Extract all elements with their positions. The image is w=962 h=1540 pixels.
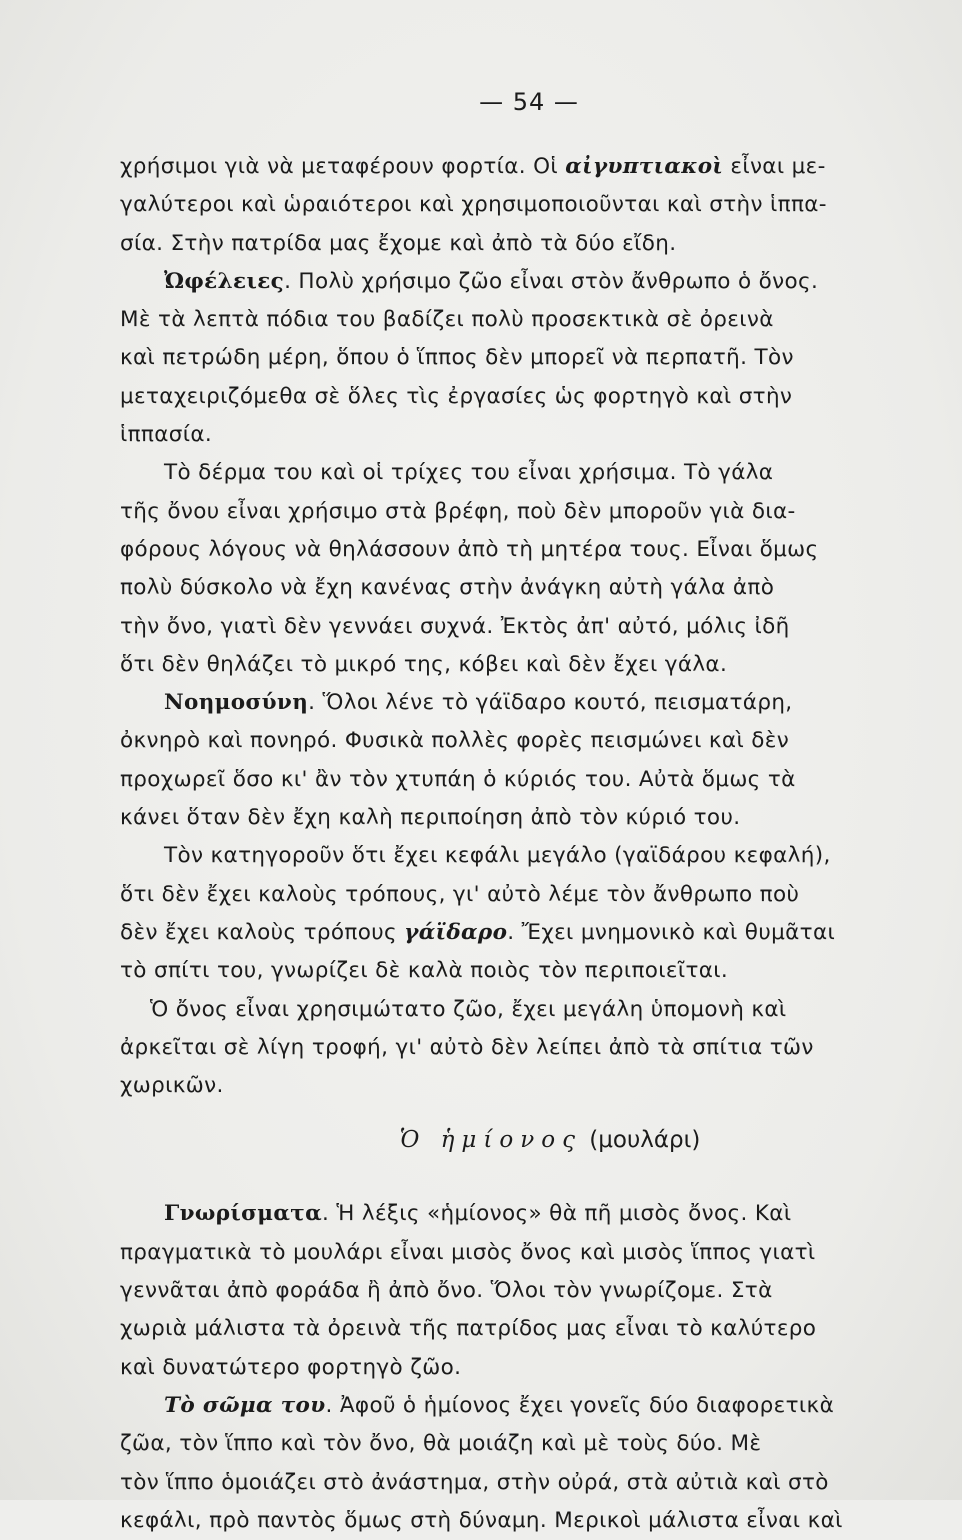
text-line (120, 263, 950, 301)
text-line: ὀκνηρὸ καὶ πονηρό. Φυσικὰ πολλὲς φορὲς πεισμώνει καὶ δὲν (120, 728, 790, 754)
text-line: τῆς ὄνου εἶναι χρήσιμο στὰ βρέφη, ποὺ δὲν μποροῦν γιὰ δια- (120, 498, 796, 524)
text-run: χρήσιμοι γιὰ νὰ μεταφέρουν φορτία. Οἱ (120, 154, 566, 179)
emphasized-word: αἰγυπτιακοὶ (565, 154, 724, 179)
text-line (120, 684, 950, 722)
text-line: ἀρκεῖται σὲ λίγη τροφή, γι' αὐτὸ δὲν λείπει ἀπὸ τὰ σπίτια τῶν (120, 1034, 814, 1060)
text-run: δὲν ἔχει καλοὺς τρόπους (120, 919, 405, 945)
paragraph-heading: Ὠφέλειες (164, 268, 285, 294)
section-title-paren: (μουλάρι) (581, 1127, 701, 1154)
text-run: . Ἡ λέξις «ἡμίονος» θὰ πῆ μισὸς ὄνος. Καὶ (322, 1201, 792, 1227)
text-line: ὅτι δὲν θηλάζει τὸ μικρό της, κόβει καὶ δὲν ἔχει γάλα. (120, 651, 728, 677)
text-line: πολὺ δύσκολο νὰ ἔχη κανένας στὴν ἀνάγκη αὐτὴ γάλα ἀπὸ (120, 575, 775, 601)
text-line: Τὸν κατηγοροῦν ὅτι ἔχει κεφάλι μεγάλο (γαϊδάρου κεφαλή), (164, 843, 831, 869)
text-run: . Ἔχει μνημονικὸ καὶ θυμᾶται (507, 919, 836, 945)
emphasized-word: γάϊδαρο (404, 919, 508, 945)
text-line (120, 914, 950, 952)
paragraph-heading: Τὸ σῶμα του (164, 1392, 326, 1418)
text-body (120, 148, 950, 1540)
text-line (120, 148, 950, 186)
text-line: Μὲ τὰ λεπτὰ πόδια του βαδίζει πολὺ προσεκτικὰ σὲ ὀρεινὰ (120, 307, 774, 333)
text-run: εἶναι με- (723, 154, 826, 179)
page-number: — 54 — (479, 88, 579, 116)
text-line: φόρους λόγους νὰ θηλάσσουν ἀπὸ τὴ μητέρα τους. Εἶναι ὅμως (120, 536, 819, 562)
text-line: καὶ πετρώδη μέρη, ὅπου ὁ ἵππος δὲν μπορεῖ νὰ περπατῆ. Τὸν (120, 345, 794, 371)
text-line: ὅτι δὲν ἔχει καλοὺς τρόπους, γι' αὐτὸ λέμε τὸν ἄνθρωπο ποὺ (120, 881, 800, 907)
paragraph-heading: Νοημοσύνη (164, 690, 309, 716)
text-line: γεννᾶται ἀπὸ φοράδα ἢ ἀπὸ ὄνο. Ὅλοι τὸν γνωρίζομε. Στὰ (120, 1278, 773, 1304)
text-line: τὸ σπίτι του, γνωρίζει δὲ καλὰ ποιὸς τὸν περιποιεῖται. (120, 958, 729, 984)
text-line: χωρικῶν. (120, 1073, 224, 1099)
text-line: κεφάλι, πρὸ παντὸς ὅμως στὴ δύναμη. Μερικοὶ μάλιστα εἶναι καὶ (120, 1507, 843, 1533)
text-run: . Πολὺ χρήσιμο ζῶο εἶναι στὸν ἄνθρωπο ὁ ὄνος. (284, 268, 819, 294)
spacer (120, 1175, 950, 1195)
text-line: ζῶα, τὸν ἵππο καὶ τὸν ὄνο, θὰ μοιάζη καὶ μὲ τοὺς δύο. Μὲ (120, 1431, 762, 1457)
section-title (120, 1105, 950, 1175)
text-line: προχωρεῖ ὅσο κι' ἂν τὸν χτυπάη ὁ κύριός του. Αὐτὰ ὅμως τὰ (120, 766, 796, 792)
text-line: σία. Στὴν πατρίδα μας ἔχομε καὶ ἀπὸ τὰ δύο εἴδη. (120, 230, 677, 256)
text-line: γαλύτεροι καὶ ὡραιότεροι καὶ χρησιμοποιοῦνται καὶ στὴν ἱππα- (120, 192, 827, 218)
text-line (120, 1195, 950, 1233)
section-title-main: Ὁ ἡμίονος (399, 1127, 582, 1154)
text-line: τὸν ἵππο ὁμοιάζει στὸ ἀνάστημα, στὴν οὐρά, στὰ αὐτιὰ καὶ στὸ (120, 1469, 829, 1495)
text-line (120, 1387, 950, 1425)
text-line: καὶ δυνατώτερο φορτηγὸ ζῶο. (120, 1354, 462, 1380)
text-run: . Ἀφοῦ ὁ ἡμίονος ἔχει γονεῖς δύο διαφορετικὰ (325, 1392, 835, 1418)
text-line: Ὁ ὄνος εἶναι χρησιμώτατο ζῶο, ἔχει μεγάλη ὑπομονὴ καὶ (150, 996, 787, 1022)
text-run: . Ὅλοι λένε τὸ γάϊδαρο κουτό, πεισματάρη, (308, 690, 793, 716)
text-line: Τὸ δέρμα του καὶ οἱ τρίχες του εἶναι χρήσιμα. Τὸ γάλα (164, 460, 774, 486)
text-line: πραγματικὰ τὸ μουλάρι εἶναι μισὸς ὄνος καὶ μισὸς ἵππος γιατὶ (120, 1239, 816, 1265)
text-line: μεταχειριζόμεθα σὲ ὅλες τὶς ἐργασίες ὡς φορτηγὸ καὶ στὴν (120, 383, 793, 409)
text-line: τὴν ὄνο, γιατὶ δὲν γεννάει συχνά. Ἐκτὸς ἀπ' αὐτό, μόλις ἰδῆ (120, 613, 790, 639)
paragraph-heading: Γνωρίσματα (164, 1201, 322, 1227)
text-line: ἱππασία. (120, 422, 213, 448)
text-line: χωριὰ μάλιστα τὰ ὀρεινὰ τῆς πατρίδος μας εἶναι τὸ καλύτερο (120, 1316, 817, 1342)
text-line: κάνει ὅταν δὲν ἔχη καλὴ περιποίηση ἀπὸ τὸν κύριό του. (120, 805, 741, 831)
